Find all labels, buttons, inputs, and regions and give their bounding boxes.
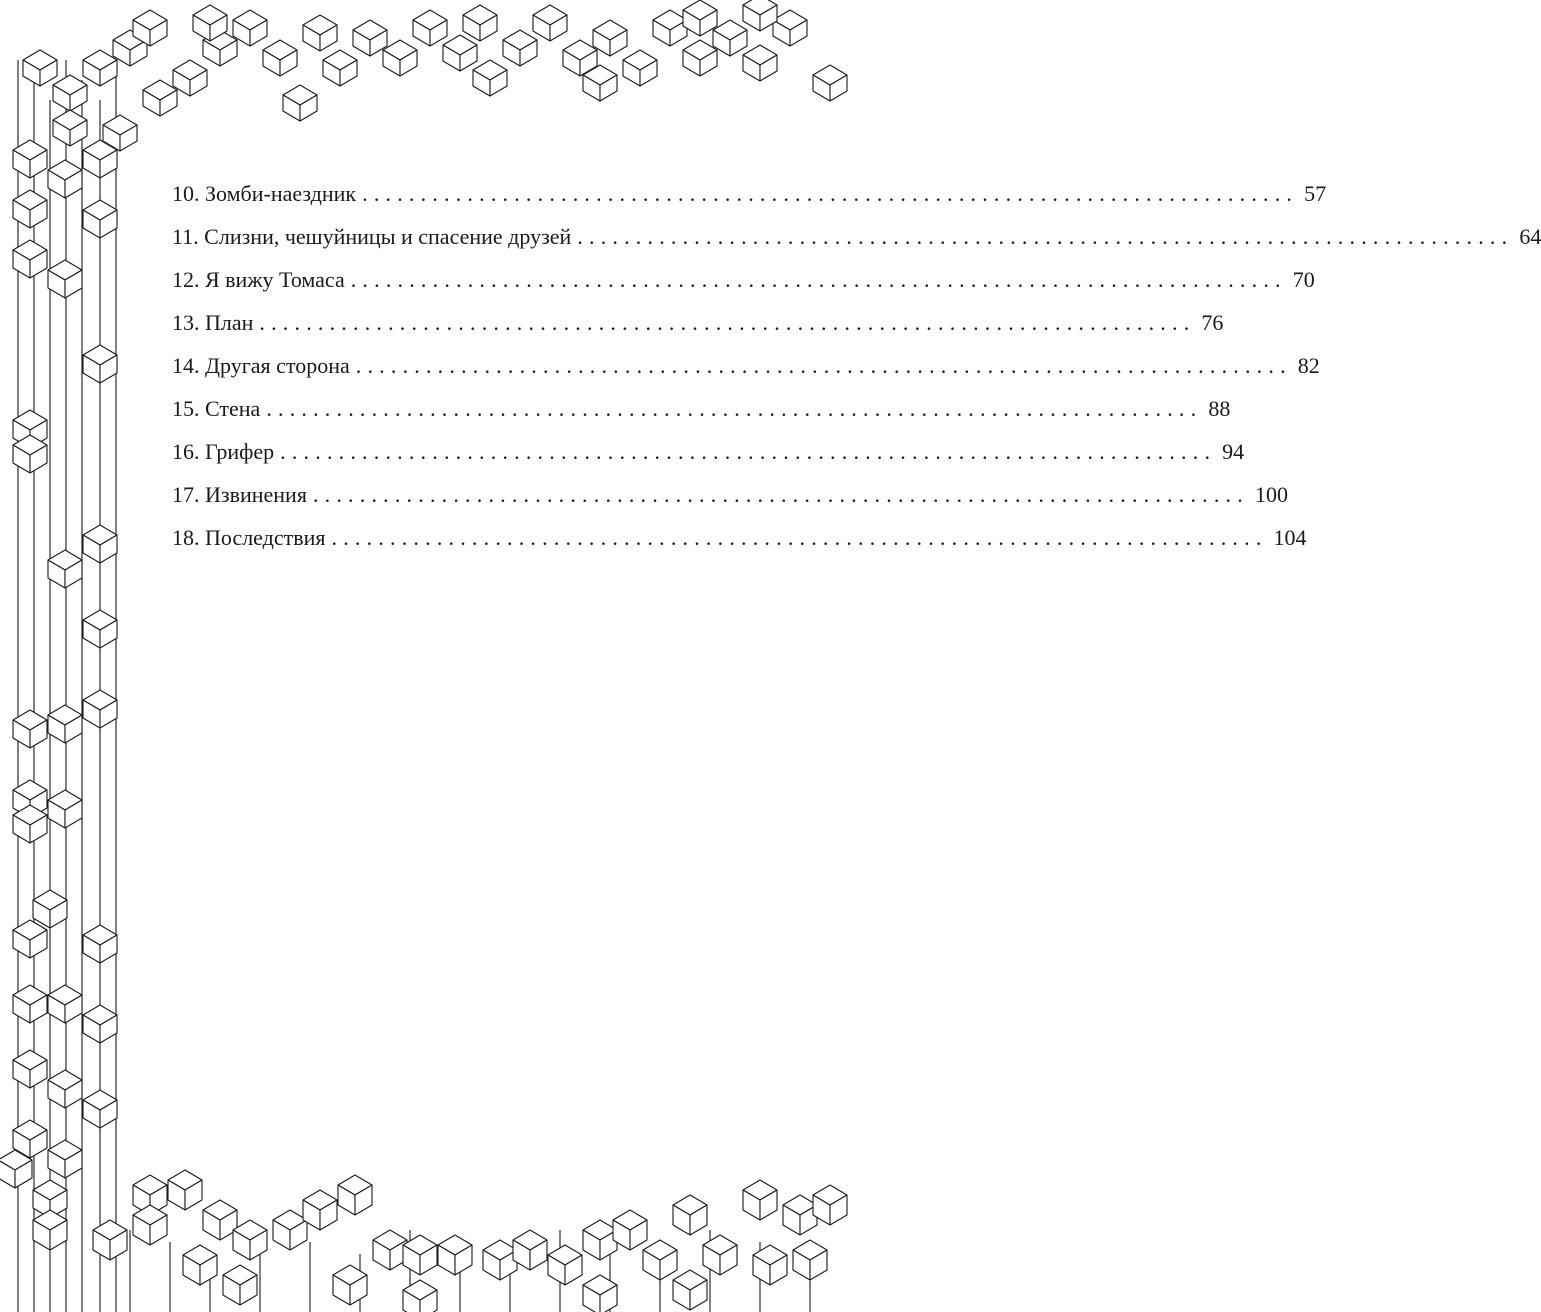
cube-shape xyxy=(593,20,627,56)
toc-entry-page: 82 xyxy=(1297,353,1320,378)
cube-shape xyxy=(263,40,297,76)
toc-entry-title: 15. Стена xyxy=(172,396,261,421)
cube-shape xyxy=(183,1245,217,1285)
dot-leader: ................................................................................ xyxy=(259,310,1196,335)
cube-shape xyxy=(463,5,497,41)
toc-entry-title: 12. Я вижу Томаса xyxy=(172,267,345,292)
cube-shape xyxy=(333,1265,367,1305)
cube-shape xyxy=(773,10,807,46)
table-of-contents xyxy=(172,176,1541,563)
cube-shape xyxy=(753,1245,787,1285)
cube-shape xyxy=(83,1090,117,1128)
cube-shape xyxy=(273,1210,307,1250)
cube-shape xyxy=(443,35,477,71)
cube-shape xyxy=(503,30,537,66)
cube-shape xyxy=(583,1275,617,1312)
toc-entry-page: 70 xyxy=(1292,267,1315,292)
cube-shape xyxy=(683,40,717,76)
toc-entry[interactable] xyxy=(172,391,1231,434)
cube-shape xyxy=(683,0,717,36)
cube-shape xyxy=(413,10,447,46)
cube-shape xyxy=(143,80,177,116)
toc-entry-title: 17. Извинения xyxy=(172,482,307,507)
cube-shape xyxy=(643,1240,677,1280)
dot-leader: ................................................................................ xyxy=(350,267,1287,292)
cube-shape xyxy=(223,1265,257,1305)
cube-shape xyxy=(548,1245,582,1285)
cube-shape xyxy=(23,50,57,86)
toc-entry-page: 104 xyxy=(1273,525,1307,550)
cube-shape xyxy=(283,85,317,121)
cube-shape xyxy=(48,550,82,588)
cube-shape xyxy=(483,1240,517,1280)
cube-shape xyxy=(33,890,67,928)
toc-entry[interactable] xyxy=(172,176,1327,219)
toc-entry-title: 11. Слизни, чешуйницы и спасение друзей xyxy=(172,224,572,249)
cube-shape xyxy=(323,50,357,86)
cube-shape xyxy=(83,690,117,728)
cube-shape xyxy=(48,1140,82,1178)
cube-shape xyxy=(713,20,747,56)
cube-shape xyxy=(783,1195,817,1235)
cube-shape xyxy=(473,60,507,96)
toc-entry-page: 76 xyxy=(1201,310,1224,335)
cube-shape xyxy=(513,1230,547,1270)
toc-entry-page: 88 xyxy=(1208,396,1231,421)
toc-entry[interactable] xyxy=(172,520,1307,563)
cube-shape xyxy=(233,1220,267,1260)
cube-shape xyxy=(623,50,657,86)
toc-entry[interactable] xyxy=(172,434,1245,477)
dot-leader: ................................................................................ xyxy=(355,353,1292,378)
cube-shape xyxy=(83,925,117,963)
cube-shape xyxy=(48,985,82,1023)
cube-shape xyxy=(83,50,117,86)
toc-entry[interactable] xyxy=(172,477,1288,520)
cube-shape xyxy=(48,260,82,298)
cube-shape xyxy=(303,1190,337,1230)
cube-shape xyxy=(48,160,82,198)
cube-shape xyxy=(173,60,207,96)
cube-shape xyxy=(133,1205,167,1245)
cube-shape xyxy=(83,200,117,238)
cube-shape xyxy=(373,1230,407,1270)
toc-entry-title: 14. Другая сторона xyxy=(172,353,350,378)
cube-shape xyxy=(93,1220,127,1260)
cube-shape xyxy=(83,345,117,383)
toc-entry[interactable] xyxy=(172,219,1541,262)
cube-shape xyxy=(403,1235,437,1275)
cube-shape xyxy=(743,1180,777,1220)
cube-shape xyxy=(48,790,82,828)
cube-shape xyxy=(48,1070,82,1108)
dot-leader: ................................................................................ xyxy=(331,525,1268,550)
cube-shape xyxy=(438,1235,472,1275)
cube-shape xyxy=(583,1220,617,1260)
cube-shape xyxy=(743,45,777,81)
cube-shape xyxy=(168,1170,202,1210)
cube-shape xyxy=(33,1210,67,1250)
cube-shape xyxy=(813,1185,847,1225)
toc-entry-page: 57 xyxy=(1304,181,1327,206)
cube-shape xyxy=(83,525,117,563)
toc-entry[interactable] xyxy=(172,262,1315,305)
toc-entry[interactable] xyxy=(172,305,1224,348)
cube-shape xyxy=(338,1175,372,1215)
dot-leader: ................................................................................ xyxy=(280,439,1217,464)
cube-shape xyxy=(533,5,567,41)
cube-shape xyxy=(233,10,267,46)
dot-leader: ................................................................................ xyxy=(312,482,1249,507)
cube-shape xyxy=(83,610,117,648)
cube-shape xyxy=(813,65,847,101)
cube-shape xyxy=(203,1200,237,1240)
cube-shape xyxy=(48,705,82,743)
cube-shape xyxy=(403,1280,437,1312)
toc-entry-title: 16. Грифер xyxy=(172,439,275,464)
dot-leader: ................................................................................ xyxy=(266,396,1203,421)
cube-shape xyxy=(383,40,417,76)
toc-entry-title: 18. Последствия xyxy=(172,525,326,550)
cube-shape xyxy=(353,20,387,56)
cube-shape xyxy=(673,1195,707,1235)
cube-shape xyxy=(613,1210,647,1250)
dot-leader: ................................................................................ xyxy=(577,224,1514,249)
toc-entry-page: 64 xyxy=(1519,224,1541,249)
toc-entry-page: 94 xyxy=(1222,439,1245,464)
cube-shape xyxy=(673,1270,707,1310)
toc-entry-title: 10. Зомби-наездник xyxy=(172,181,357,206)
cube-shape xyxy=(303,15,337,51)
toc-entry-title: 13. План xyxy=(172,310,254,335)
cube-shape xyxy=(743,0,777,31)
cube-shape xyxy=(83,1005,117,1043)
toc-entry[interactable] xyxy=(172,348,1320,391)
cube-shape xyxy=(703,1235,737,1275)
cube-shape xyxy=(793,1240,827,1280)
toc-entry-page: 100 xyxy=(1254,482,1288,507)
cube-shape xyxy=(653,10,687,46)
dot-leader: ................................................................................ xyxy=(362,181,1299,206)
